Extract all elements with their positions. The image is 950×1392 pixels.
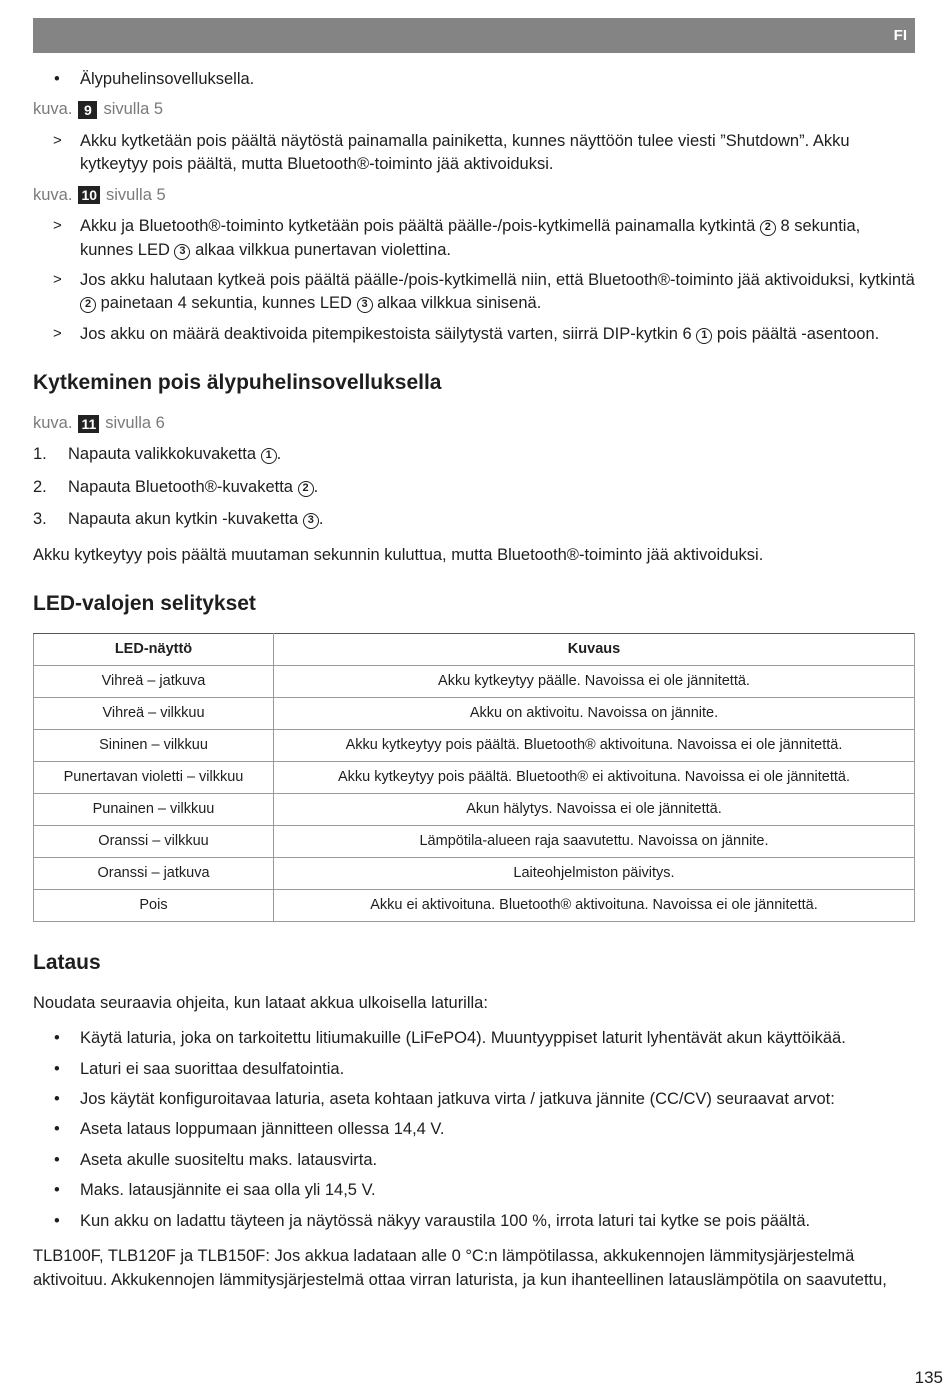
table-row	[34, 889, 915, 921]
page-content	[33, 68, 915, 1300]
step-text: Napauta Bluetooth®-kuvaketta	[68, 477, 293, 496]
step-number: 3.	[33, 510, 47, 529]
charge-bullet: • Aseta lataus loppumaan jännitteen ollessa 14,4 V.	[33, 1118, 915, 1141]
description-cell: Akku kytkeytyy pois päältä. Bluetooth® aktivoituna. Navoissa ei ole jännitettä.	[274, 729, 915, 761]
callout-2-icon: 2	[760, 220, 776, 236]
step-text: alkaa vilkkua punertavan violettina.	[195, 240, 451, 259]
step-text: Jos akku halutaan kytkeä pois päältä päälle-/pois-kytkimellä niin, että Bluetooth®-toiminto jää aktivoiduksi, kytkintä	[80, 270, 915, 289]
figure-page: sivulla 5	[106, 185, 166, 204]
language-code: FI	[893, 27, 907, 44]
callout-1-icon: 1	[696, 328, 712, 344]
callout-2-icon: 2	[298, 481, 314, 497]
led-state-cell: Pois	[34, 889, 274, 921]
figure-number: 9	[78, 101, 97, 119]
step-end: .	[318, 510, 324, 529]
table-header-row	[34, 633, 915, 665]
app-result-paragraph: Akku kytkeytyy pois päältä muutaman sekunnin kuluttua, mutta Bluetooth®-toiminto jää aktivoiduksi.	[33, 545, 764, 564]
app-step-1	[33, 443, 915, 466]
table-row	[34, 825, 915, 857]
callout-3-icon: 3	[303, 513, 319, 529]
step-text: pois päältä -asentoon.	[716, 324, 880, 343]
figure-page: sivulla 5	[103, 100, 164, 119]
column-header: Kuvaus	[274, 633, 915, 665]
step-shutdown-display: > Akku kytketään pois päältä näytöstä painamalla painiketta, kunnes näyttöön tulee viesti ”Shutdown”. Akku kytkeytyy pois päältä, mutta Bluetooth®-toiminto jää aktivoiduksi.	[33, 130, 915, 177]
charge-bullet: • Kun akku on ladattu täyteen ja näytössä näkyy varaustila 100 %, irrota laturi tai kytke se pois päältä.	[33, 1210, 915, 1233]
charge-closing-paragraph: TLB100F, TLB120F ja TLB150F: Jos akkua ladataan alle 0 °C:n lämpötilassa, akkukennojen lämmitysjärjestelmä aktivoituu. Akkukennojen lämmitysjärjestelmä ottaa virran laturista, ja kun ihanteellinen latauslämpötila on saavutettu,	[33, 1247, 887, 1289]
step-end: .	[313, 477, 319, 496]
table-row	[34, 665, 915, 697]
section-title-charge: Lataus	[33, 950, 101, 974]
table-row	[34, 697, 915, 729]
callout-2-icon: 2	[80, 297, 96, 313]
led-state-cell: Oranssi – jatkuva	[34, 857, 274, 889]
step-text: Napauta akun kytkin -kuvaketta	[68, 510, 299, 529]
section-title-led: LED-valojen selitykset	[33, 592, 256, 616]
figure-reference-9	[33, 98, 915, 121]
charge-bullet: • Jos käytät konfiguroitavaa laturia, aseta kohtaan jatkuva virta / jatkuva jännite (CC/CV) seuraavat arvot:	[33, 1088, 915, 1111]
section-title-app: Kytkeminen pois älypuhelinsovelluksella	[33, 371, 442, 395]
figure-reference-11	[33, 412, 915, 435]
step-number: 1.	[33, 445, 47, 464]
column-header: LED-näyttö	[34, 633, 274, 665]
description-cell: Akku kytkeytyy päälle. Navoissa ei ole jännitettä.	[274, 665, 915, 697]
figure-prefix: kuva.	[33, 414, 73, 433]
step-text: alkaa vilkkua sinisenä.	[377, 294, 542, 313]
callout-3-icon: 3	[174, 244, 190, 260]
callout-1-icon: 1	[261, 448, 277, 464]
charge-bullet: • Laturi ei saa suorittaa desulfatointia.	[33, 1058, 915, 1081]
charge-intro: Noudata seuraavia ohjeita, kun lataat akkua ulkoisella laturilla:	[33, 993, 488, 1012]
step-switch-3	[33, 323, 915, 346]
figure-reference-10	[33, 184, 915, 207]
page-number: 135	[914, 1368, 943, 1387]
step-text: Jos akku on määrä deaktivoida pitempikestoista säilytystä varten, siirrä DIP-kytkin 6	[80, 324, 692, 343]
step-number: 2.	[33, 477, 47, 496]
description-cell: Akku ei aktivoituna. Bluetooth® aktivoituna. Navoissa ei ole jännitettä.	[274, 889, 915, 921]
led-state-cell: Vihreä – vilkkuu	[34, 697, 274, 729]
step-switch-1	[33, 215, 915, 262]
description-cell: Akku kytkeytyy pois päältä. Bluetooth® ei aktivoituna. Navoissa ei ole jännitettä.	[274, 761, 915, 793]
intro-bullet: • Älypuhelinsovelluksella.	[33, 68, 915, 91]
step-text: Akku ja Bluetooth®-toiminto kytketään pois päältä päälle-/pois-kytkimellä painamalla kytkintä	[80, 217, 756, 236]
header-bar	[33, 18, 915, 53]
step-text: Napauta valikkokuvaketta	[68, 445, 257, 464]
callout-3-icon: 3	[357, 297, 373, 313]
table-row	[34, 761, 915, 793]
figure-prefix: kuva.	[33, 185, 73, 204]
table-row	[34, 793, 915, 825]
led-state-cell: Oranssi – vilkkuu	[34, 825, 274, 857]
step-end: .	[276, 445, 282, 464]
description-cell: Laiteohjelmiston päivitys.	[274, 857, 915, 889]
led-state-cell: Punertavan violetti – vilkkuu	[34, 761, 274, 793]
step-switch-2	[33, 269, 915, 316]
description-cell: Lämpötila-alueen raja saavutettu. Navoissa on jännite.	[274, 825, 915, 857]
figure-prefix: kuva.	[33, 100, 73, 119]
step-text: painetaan 4 sekuntia, kunnes LED	[100, 294, 352, 313]
charge-bullet: • Käytä laturia, joka on tarkoitettu litiumakuille (LiFePO4). Muuntyyppiset laturit lyhentävät akun käyttöikää.	[33, 1027, 915, 1050]
led-state-cell: Sininen – vilkkuu	[34, 729, 274, 761]
figure-number: 11	[78, 415, 99, 433]
charge-bullet: • Maks. latausjännite ei saa olla yli 14,5 V.	[33, 1179, 915, 1202]
charge-bullet: • Aseta akulle suositeltu maks. latausvirta.	[33, 1149, 915, 1172]
figure-page: sivulla 6	[105, 414, 165, 433]
table-row	[34, 857, 915, 889]
led-table	[33, 633, 915, 922]
step-text: 8 sekuntia, kunnes LED	[80, 217, 861, 259]
app-step-2	[33, 476, 915, 499]
figure-number: 10	[78, 186, 100, 204]
led-state-cell: Punainen – vilkkuu	[34, 793, 274, 825]
description-cell: Akku on aktivoitu. Navoissa on jännite.	[274, 697, 915, 729]
description-cell: Akun hälytys. Navoissa ei ole jännitettä.	[274, 793, 915, 825]
led-state-cell: Vihreä – jatkuva	[34, 665, 274, 697]
table-row	[34, 729, 915, 761]
app-step-3	[33, 508, 915, 531]
